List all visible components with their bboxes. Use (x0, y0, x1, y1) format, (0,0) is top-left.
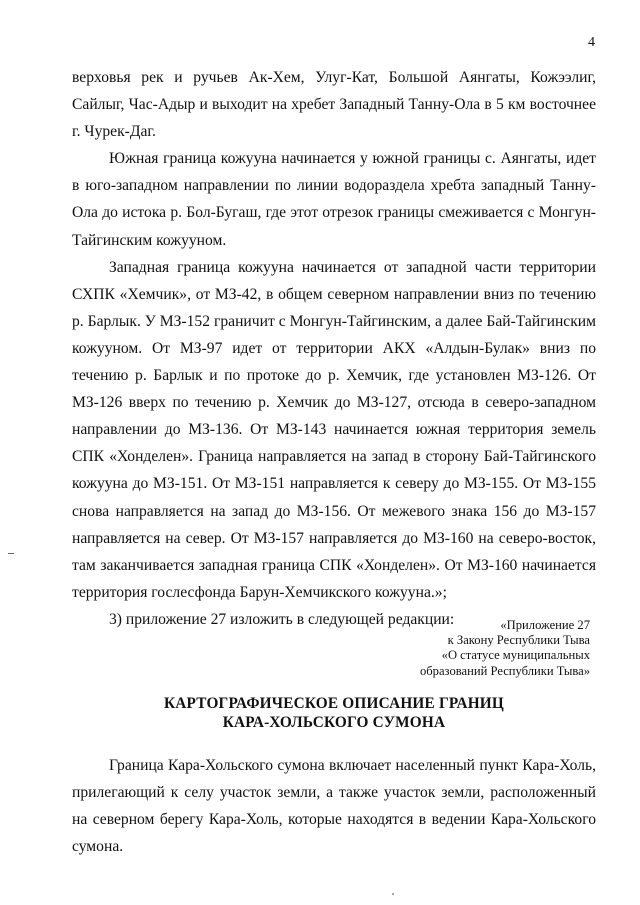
paragraph-kara-khol: Граница Кара-Хольского сумона включает населенный пункт Кара-Холь, прилегающий к селу участок земли, а также участок земли, расположенный на северном берегу Кара-Холь, которые находятся в ведении Кара-Хольского сумона. (72, 757, 596, 856)
annex-line: образований Республики Тыва» (419, 663, 590, 678)
paragraph-west-border: Западная граница кожууна начинается от западной части территории СХПК «Хемчик», от МЗ-42, в общем северном направлении вниз по течению р. Барлык. У МЗ-152 граничит с Монгун-Тайгинским, а далее Бай-Тайгинским кожууном. От МЗ-97 идет от территории АКХ «Алдын-Булак» вниз по течению р. Барлык и по протоке до р. Хемчик, где установлен МЗ-126. От МЗ-126 вверх по течению р. Хемчик до МЗ-127, отсюда в северо-западном направлении до МЗ-136. От МЗ-143 начинается южная территория земель СПК «Хонделен». Граница направляется на запад в сторону Бай-Тайгинского кожууна до МЗ-151. От МЗ-151 направляется к северу до МЗ-155. От МЗ-155 снова направляется на запад до МЗ-156. От межевого знака 156 до МЗ-157 направляется на север. От МЗ-157 направляется до МЗ-160 на северо-восток, там заканчивается западная граница СПК «Хонделен». От МЗ-160 начинается территория гослесфонда Барун-Хемчикского кожууна.»; (72, 258, 596, 601)
body-text (72, 64, 596, 633)
page-number: 4 (588, 35, 595, 50)
closing-text (72, 752, 596, 860)
heading-line: КАРА-ХОЛЬСКОГО СУМОНА (222, 714, 446, 731)
paragraph-continuation: верховья рек и ручьев Ак-Хем, Улуг-Кат, Большой Аянгаты, Кожээлиг, Сайлыг, Час-Адыр и выходит на хребет Западный Танну-Ола в 5 км восточнее г. Чурек-Даг. (72, 69, 596, 141)
annex-reference (380, 618, 590, 679)
paragraph-amendment: 3) приложение 27 изложить в следующей редакции: (109, 610, 455, 628)
scan-artifact-dot (392, 893, 394, 895)
heading-line: КАРТОГРАФИЧЕСКОЕ ОПИСАНИЕ ГРАНИЦ (163, 695, 505, 712)
paragraph-south-border: Южная граница кожууна начинается у южной границы с. Аянгаты, идет в юго-западном направлении по линии водораздела хребта западный Танну-Ола до истока р. Бол-Бугаш, где этот отрезок границы смеживается с Монгун-Тайгинским кожууном. (72, 150, 596, 249)
annex-line: «О статусе муниципальных (441, 648, 590, 663)
section-heading (72, 694, 596, 732)
annex-line: к Закону Республики Тыва (447, 633, 590, 648)
margin-mark (8, 553, 14, 554)
annex-line: «Приложение 27 (500, 618, 590, 632)
